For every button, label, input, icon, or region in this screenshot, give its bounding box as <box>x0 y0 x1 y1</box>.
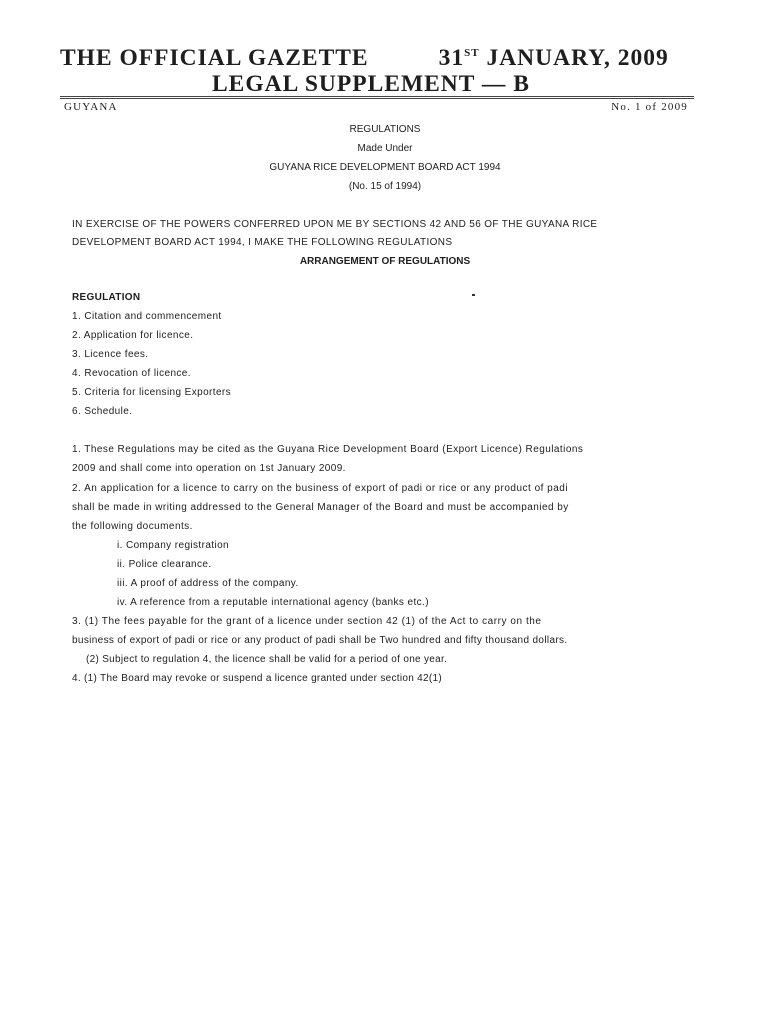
paragraph-1-line-1: 1. These Regulations may be cited as the Guyana Rice Development Board (Export Licence) Regulations <box>72 444 584 455</box>
paragraph-2-line-2: shall be made in writing addressed to the General Manager of the Board and must be accompanied by <box>72 502 569 513</box>
paragraph-1-line-2: 2009 and shall come into operation on 1st January 2009. <box>72 463 346 474</box>
arrangement-item: 3. Licence fees. <box>72 349 149 360</box>
preamble-line-1: IN EXERCISE OF THE POWERS CONFERRED UPON ME BY SECTIONS 42 AND 56 OF THE GUYANA RICE <box>72 219 598 230</box>
arrangement-item: 6. Schedule. <box>72 406 133 417</box>
supplement-title: LEGAL SUPPLEMENT — B <box>212 71 530 97</box>
gazette-title: THE OFFICIAL GAZETTE <box>60 45 369 71</box>
arrangement-item: 4. Revocation of licence. <box>72 368 191 379</box>
date-month-year: JANUARY, 2009 <box>486 45 669 71</box>
arrangement-item: 2. Application for licence. <box>72 330 194 341</box>
paragraph-4-line-1: 4. (1) The Board may revoke or suspend a licence granted under section 42(1) <box>72 673 443 684</box>
paragraph-3-line-2: business of export of padi or rice or any product of padi shall be Two hundred and fifty thousand dollars. <box>72 635 568 646</box>
paragraph-3-line-3: (2) Subject to regulation 4, the licence shall be valid for a period of one year. <box>86 654 448 665</box>
date-day: 31 <box>438 45 465 71</box>
document-item: i. Company registration <box>117 540 230 551</box>
header-rule-bottom <box>60 98 694 99</box>
header-line-1 <box>60 44 710 72</box>
regulations-title: REGULATIONS <box>349 124 421 135</box>
stray-mark <box>472 294 475 296</box>
made-under-label: Made Under <box>357 143 413 154</box>
regulation-number: No. 1 of 2009 <box>611 101 688 113</box>
paragraph-3-line-1: 3. (1) The fees payable for the grant of a licence under section 42 (1) of the Act to carry on the <box>72 616 542 627</box>
header-rule-top <box>60 96 694 97</box>
arrangement-item: 1. Citation and commencement <box>72 311 222 322</box>
document-item: iii. A proof of address of the company. <box>117 578 299 589</box>
document-item: iv. A reference from a reputable international agency (banks etc.) <box>117 597 429 608</box>
country-label: GUYANA <box>64 101 118 113</box>
preamble-line-2: DEVELOPMENT BOARD ACT 1994, I MAKE THE FOLLOWING REGULATIONS <box>72 237 453 248</box>
arrangement-heading: ARRANGEMENT OF REGULATIONS <box>299 256 471 267</box>
paragraph-2-line-1: 2. An application for a licence to carry on the business of export of padi or rice or any product of padi <box>72 483 569 494</box>
date-suffix: ST <box>464 47 480 60</box>
arrangement-item: 5. Criteria for licensing Exporters <box>72 387 232 398</box>
issue-date <box>439 45 669 71</box>
paragraph-2-line-3: the following documents. <box>72 521 193 532</box>
gazette-header <box>60 44 710 98</box>
regulation-column-heading: REGULATION <box>72 292 141 303</box>
act-title: GUYANA RICE DEVELOPMENT BOARD ACT 1994 <box>269 162 501 173</box>
act-number: (No. 15 of 1994) <box>348 181 422 192</box>
document-item: ii. Police clearance. <box>117 559 212 570</box>
